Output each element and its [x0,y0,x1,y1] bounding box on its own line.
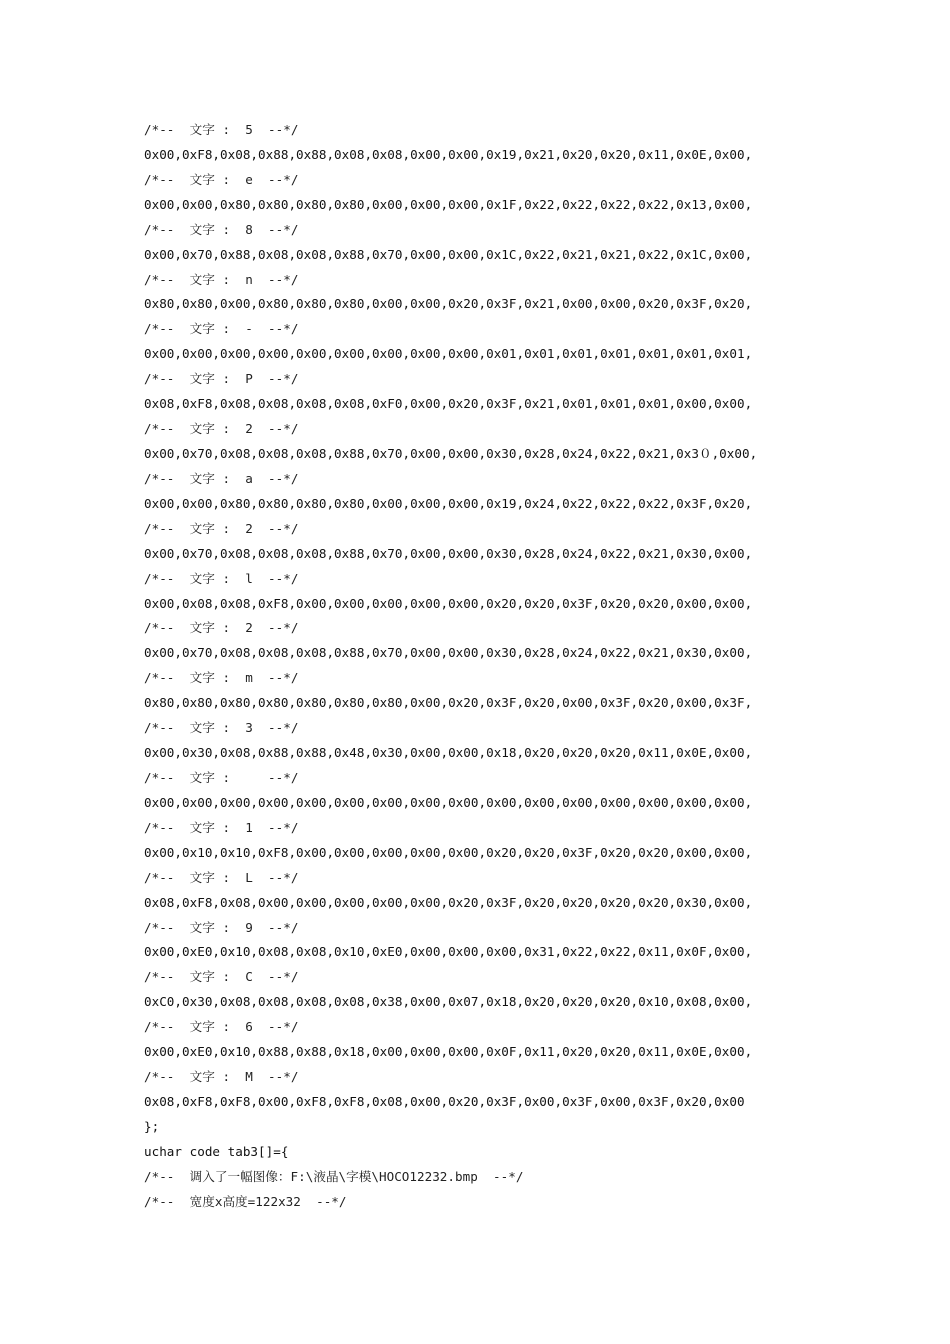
image-size-comment: /*-- 宽度x高度=122x32 --*/ [144,1193,347,1209]
char-comment-e: /*-- 文字 : e --*/ [144,171,299,187]
char-comment-a: /*-- 文字 : a --*/ [144,470,299,486]
array-declaration: uchar code tab3[]={ [144,1143,289,1159]
hex-data-row: 0x80,0x80,0x00,0x80,0x80,0x80,0x00,0x00,0x20,0x3F,0x21,0x00,0x00,0x20,0x3F,0x20, [144,296,753,312]
char-comment-1: /*-- 文字 : 1 --*/ [144,819,299,835]
image-source-comment: /*-- 调入了一幅图像：F:\液晶\字模\HOCO12232.bmp --*/ [144,1168,524,1184]
hex-data-row: 0x00,0x10,0x10,0xF8,0x00,0x00,0x00,0x00,0x00,0x20,0x20,0x3F,0x20,0x20,0x00,0x00, [144,844,753,860]
char-comment-2: /*-- 文字 : 2 --*/ [144,520,299,536]
hex-data-row: 0x00,0x00,0x80,0x80,0x80,0x80,0x00,0x00,0x00,0x1F,0x22,0x22,0x22,0x22,0x13,0x00, [144,196,753,212]
array-close: }; [144,1118,160,1134]
char-comment-M: /*-- 文字 : M --*/ [144,1069,299,1085]
hex-data-row: 0x00,0xF8,0x08,0x88,0x88,0x08,0x08,0x00,0x00,0x19,0x21,0x20,0x20,0x11,0x0E,0x00, [144,146,753,162]
char-comment-l: /*-- 文字 : l --*/ [144,570,299,586]
hex-data-row: 0x80,0x80,0x80,0x80,0x80,0x80,0x80,0x00,0x20,0x3F,0x20,0x00,0x3F,0x20,0x00,0x3F, [144,695,753,711]
char-comment-space: /*-- 文字 : --*/ [144,769,299,785]
char-comment-3: /*-- 文字 : 3 --*/ [144,720,299,736]
char-comment-8: /*-- 文字 : 8 --*/ [144,221,299,237]
char-comment-6: /*-- 文字 : 6 --*/ [144,1019,299,1035]
hex-data-row: 0x00,0xE0,0x10,0x88,0x88,0x18,0x00,0x00,0x00,0x0F,0x11,0x20,0x20,0x11,0x0E,0x00, [144,1044,753,1060]
hex-data-row: 0x08,0xF8,0xF8,0x00,0xF8,0xF8,0x08,0x00,0x20,0x3F,0x00,0x3F,0x00,0x3F,0x20,0x00 [144,1093,745,1109]
char-comment-m: /*-- 文字 : m --*/ [144,670,299,686]
char-comment-9: /*-- 文字 : 9 --*/ [144,919,299,935]
hex-data-row: 0x00,0x70,0x08,0x08,0x08,0x88,0x70,0x00,0x00,0x30,0x28,0x24,0x22,0x21,0x30,0x00, [144,545,753,561]
char-comment-2: /*-- 文字 : 2 --*/ [144,421,299,437]
hex-data-row: 0xC0,0x30,0x08,0x08,0x08,0x08,0x38,0x00,0x07,0x18,0x20,0x20,0x20,0x10,0x08,0x00, [144,994,753,1010]
hex-data-row: 0x00,0x08,0x08,0xF8,0x00,0x00,0x00,0x00,0x00,0x20,0x20,0x3F,0x20,0x20,0x00,0x00, [144,595,753,611]
char-comment-L: /*-- 文字 : L --*/ [144,869,299,885]
hex-data-row: 0x00,0xE0,0x10,0x08,0x08,0x10,0xE0,0x00,0x00,0x00,0x31,0x22,0x22,0x11,0x0F,0x00, [144,944,753,960]
hex-data-row: 0x00,0x00,0x80,0x80,0x80,0x80,0x00,0x00,0x00,0x19,0x24,0x22,0x22,0x22,0x3F,0x20, [144,495,753,511]
hex-data-row: 0x00,0x00,0x00,0x00,0x00,0x00,0x00,0x00,0x00,0x01,0x01,0x01,0x01,0x01,0x01,0x01, [144,346,753,362]
char-comment-5: /*-- 文字 : 5 --*/ [144,122,299,137]
hex-data-row: 0x00,0x70,0x08,0x08,0x08,0x88,0x70,0x00,0x00,0x30,0x28,0x24,0x22,0x21,0x3０,0x00, [144,445,758,461]
hex-data-row: 0x08,0xF8,0x08,0x08,0x08,0x08,0xF0,0x00,0x20,0x3F,0x21,0x01,0x01,0x01,0x00,0x00, [144,396,753,412]
char-comment-2: /*-- 文字 : 2 --*/ [144,620,299,636]
char-comment-C: /*-- 文字 : C --*/ [144,969,299,985]
char-comment-n: /*-- 文字 : n --*/ [144,271,299,287]
hex-data-row: 0x08,0xF8,0x08,0x00,0x00,0x00,0x00,0x00,0x20,0x3F,0x20,0x20,0x20,0x20,0x30,0x00, [144,894,753,910]
hex-data-row: 0x00,0x00,0x00,0x00,0x00,0x00,0x00,0x00,0x00,0x00,0x00,0x00,0x00,0x00,0x00,0x00, [144,794,753,810]
char-comment-dash: /*-- 文字 : - --*/ [144,321,299,337]
hex-data-row: 0x00,0x70,0x08,0x08,0x08,0x88,0x70,0x00,0x00,0x30,0x28,0x24,0x22,0x21,0x30,0x00, [144,645,753,661]
char-comment-p: /*-- 文字 : P --*/ [144,371,299,387]
hex-data-row: 0x00,0x30,0x08,0x88,0x88,0x48,0x30,0x00,0x00,0x18,0x20,0x20,0x20,0x11,0x0E,0x00, [144,745,753,761]
code-document [144,118,864,1215]
hex-data-row: 0x00,0x70,0x88,0x08,0x08,0x88,0x70,0x00,0x00,0x1C,0x22,0x21,0x21,0x22,0x1C,0x00, [144,246,753,262]
